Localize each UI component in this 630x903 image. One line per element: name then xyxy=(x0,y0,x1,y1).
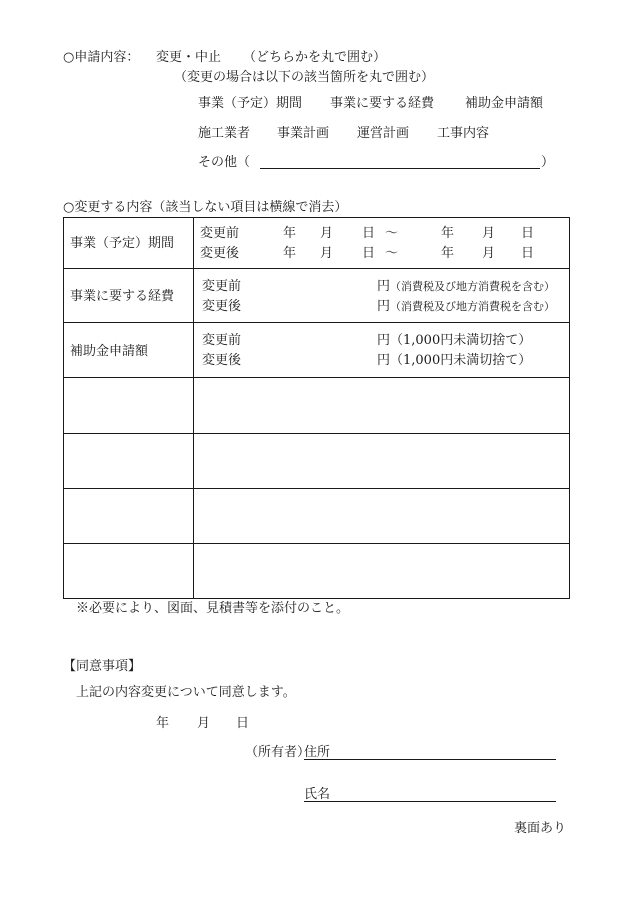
consent-date-year: 年 xyxy=(156,716,170,731)
changes-table xyxy=(63,217,570,599)
subsidy-rounding-note: （1,000円未満切捨て） xyxy=(390,333,532,348)
option-operation-plan[interactable]: 運営計画 xyxy=(357,126,410,141)
other-input-line[interactable] xyxy=(260,156,540,169)
cost-unit: 円 xyxy=(377,299,391,314)
cost-value-cell[interactable] xyxy=(194,269,570,323)
option-subsidy[interactable]: 補助金申請額 xyxy=(465,96,544,111)
owner-label: （所有者） xyxy=(245,745,311,760)
unit-month: 月 xyxy=(482,226,496,241)
blank-label-cell[interactable] xyxy=(64,544,194,599)
options-note: （どちらかを丸で囲む） xyxy=(243,50,387,65)
table-row xyxy=(64,489,570,544)
changes-heading: ○変更する内容（該当しない項目は横線で消去） xyxy=(63,200,348,215)
change-subnote: （変更の場合は以下の該当箇所を丸で囲む） xyxy=(174,70,435,85)
blank-value-cell[interactable] xyxy=(194,434,570,489)
subsidy-rounding-note: （1,000円未満切捨て） xyxy=(390,353,532,368)
unit-day: 日 xyxy=(521,246,535,261)
option-cost[interactable]: 事業に要する経費 xyxy=(330,96,435,111)
unit-month: 月 xyxy=(482,246,496,261)
blank-label-cell[interactable] xyxy=(64,434,194,489)
change-or-cancel-options[interactable]: 変更・中止 xyxy=(156,50,222,65)
name-input-line[interactable] xyxy=(304,788,556,802)
consent-heading: 【同意事項】 xyxy=(63,659,142,674)
blank-value-cell[interactable] xyxy=(194,544,570,599)
option-period[interactable]: 事業（予定）期間 xyxy=(198,96,303,111)
table-row xyxy=(64,544,570,599)
other-label: その他（ xyxy=(198,155,251,170)
consent-date-month: 月 xyxy=(197,716,211,731)
blank-value-cell[interactable] xyxy=(194,489,570,544)
cost-unit: 円 xyxy=(377,279,391,294)
subsidy-label: 補助金申請額 xyxy=(70,344,149,359)
range-tilde: 〜 xyxy=(385,226,399,241)
cost-before-label: 変更前 xyxy=(202,279,242,294)
table-row xyxy=(64,323,570,378)
period-value-cell[interactable] xyxy=(194,218,570,269)
attachment-footnote: ※必要により、図面、見積書等を添付のこと。 xyxy=(76,601,350,616)
unit-year: 年 xyxy=(283,246,297,261)
subsidy-after-label: 変更後 xyxy=(202,353,242,368)
application-label: ○申請内容： xyxy=(63,50,140,65)
table-row xyxy=(64,218,570,269)
unit-year: 年 xyxy=(441,226,455,241)
table-row xyxy=(64,378,570,434)
option-business-plan[interactable]: 事業計画 xyxy=(277,126,330,141)
subsidy-unit: 円 xyxy=(377,333,391,348)
subsidy-before-label: 変更前 xyxy=(202,333,242,348)
option-construction[interactable]: 工事内容 xyxy=(437,126,490,141)
period-after-label: 変更後 xyxy=(200,246,240,261)
unit-year: 年 xyxy=(283,226,297,241)
reverse-side-note: 裏面あり xyxy=(514,821,567,836)
blank-value-cell[interactable] xyxy=(194,378,570,434)
cost-label: 事業に要する経費 xyxy=(70,289,175,304)
cost-tax-note: （消費税及び地方消費税を含む） xyxy=(390,300,555,313)
unit-day: 日 xyxy=(362,246,376,261)
address-label: 住所 xyxy=(304,745,331,760)
blank-label-cell[interactable] xyxy=(64,489,194,544)
option-contractor[interactable]: 施工業者 xyxy=(198,126,251,141)
unit-year: 年 xyxy=(441,246,455,261)
consent-date-day: 日 xyxy=(236,716,250,731)
other-close: ） xyxy=(541,155,555,170)
consent-text: 上記の内容変更について同意します。 xyxy=(76,685,296,700)
unit-month: 月 xyxy=(320,246,334,261)
subsidy-unit: 円 xyxy=(377,353,391,368)
table-row xyxy=(64,434,570,489)
range-tilde: 〜 xyxy=(385,246,399,261)
name-label: 氏名 xyxy=(304,787,331,802)
subsidy-value-cell[interactable] xyxy=(194,323,570,378)
unit-month: 月 xyxy=(320,226,334,241)
table-row xyxy=(64,269,570,323)
unit-day: 日 xyxy=(521,226,535,241)
period-before-label: 変更前 xyxy=(200,226,240,241)
blank-label-cell[interactable] xyxy=(64,378,194,434)
period-label: 事業（予定）期間 xyxy=(70,236,175,251)
address-input-line[interactable] xyxy=(304,746,556,760)
cost-after-label: 変更後 xyxy=(202,299,242,314)
cost-tax-note: （消費税及び地方消費税を含む） xyxy=(390,280,555,293)
unit-day: 日 xyxy=(362,226,376,241)
